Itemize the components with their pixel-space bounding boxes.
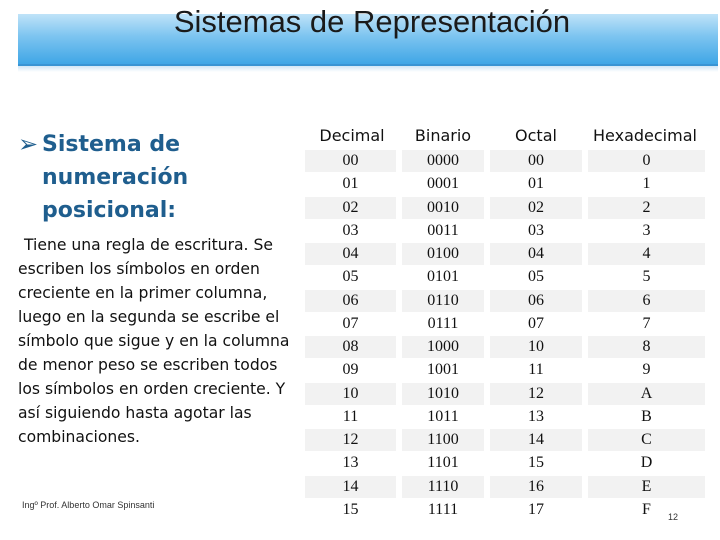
slide-title: Sistemas de Representación: [173, 4, 571, 39]
cell-hexadecimal: 9: [585, 359, 705, 382]
table-row: [305, 382, 705, 405]
footer-author: Ingº Prof. Alberto Omar Spinsanti: [22, 500, 155, 510]
table-row: [305, 475, 705, 498]
table-row: [305, 219, 705, 242]
cell-octal: 10: [487, 336, 585, 359]
cell-decimal: 04: [305, 243, 399, 266]
cell-decimal: 01: [305, 173, 399, 196]
cell-binario: 1011: [399, 405, 487, 428]
cell-decimal: 10: [305, 382, 399, 405]
table-row: [305, 196, 705, 219]
cell-octal: 11: [487, 359, 585, 382]
table-row: [305, 150, 705, 173]
cell-binario: 0101: [399, 266, 487, 289]
header-decimal: Decimal: [319, 125, 385, 145]
cell-binario: 0010: [399, 196, 487, 219]
cell-octal: 00: [487, 150, 585, 173]
cell-decimal: 09: [305, 359, 399, 382]
cell-octal: 17: [487, 498, 585, 521]
cell-octal: 01: [487, 173, 585, 196]
cell-binario: 0011: [399, 219, 487, 242]
cell-decimal: 05: [305, 266, 399, 289]
cell-binario: 0100: [399, 243, 487, 266]
cell-octal: 14: [487, 429, 585, 452]
numeral-systems-table: [305, 120, 705, 522]
table-row: [305, 266, 705, 289]
cell-binario: 1110: [399, 475, 487, 498]
cell-binario: 1010: [399, 382, 487, 405]
cell-hexadecimal: D: [585, 452, 705, 475]
cell-binario: 0111: [399, 312, 487, 335]
cell-hexadecimal: 5: [585, 266, 705, 289]
cell-binario: 1000: [399, 336, 487, 359]
page-number: 12: [668, 512, 679, 522]
cell-octal: 06: [487, 289, 585, 312]
cell-octal: 04: [487, 243, 585, 266]
cell-octal: 03: [487, 219, 585, 242]
cell-decimal: 03: [305, 219, 399, 242]
table-row: [305, 312, 705, 335]
table-body: [305, 150, 705, 522]
cell-octal: 13: [487, 405, 585, 428]
cell-decimal: 00: [305, 150, 399, 173]
cell-hexadecimal: 3: [585, 219, 705, 242]
table-row: [305, 429, 705, 452]
bullet-heading: [18, 128, 278, 227]
bullet-text: Sistema de numeración posicional:: [42, 132, 189, 223]
cell-decimal: 11: [305, 405, 399, 428]
cell-hexadecimal: 2: [585, 196, 705, 219]
cell-hexadecimal: F: [585, 498, 705, 521]
header-octal: Octal: [515, 125, 557, 145]
table-row: [305, 498, 705, 521]
cell-decimal: 08: [305, 336, 399, 359]
cell-hexadecimal: 0: [585, 150, 705, 173]
cell-decimal: 13: [305, 452, 399, 475]
cell-binario: 0110: [399, 289, 487, 312]
cell-binario: 0001: [399, 173, 487, 196]
cell-octal: 16: [487, 475, 585, 498]
cell-hexadecimal: 7: [585, 312, 705, 335]
cell-binario: 1111: [399, 498, 487, 521]
cell-decimal: 02: [305, 196, 399, 219]
cell-decimal: 15: [305, 498, 399, 521]
description-paragraph: Tiene una regla de escritura. Se escriben los símbolos en orden creciente en la primer columna, luego en la segunda se escribe el símbolo que sigue y en la columna de menor peso se escriben todos los símbolos en orden creciente. Y así siguiendo hasta agotar las combinaciones.: [18, 236, 290, 446]
cell-octal: 12: [487, 382, 585, 405]
table-header-row: [305, 120, 705, 150]
cell-binario: 1100: [399, 429, 487, 452]
cell-octal: 05: [487, 266, 585, 289]
cell-hexadecimal: 8: [585, 336, 705, 359]
cell-decimal: 12: [305, 429, 399, 452]
table-row: [305, 289, 705, 312]
table-row: [305, 173, 705, 196]
cell-binario: 1101: [399, 452, 487, 475]
cell-octal: 07: [487, 312, 585, 335]
cell-octal: 02: [487, 196, 585, 219]
cell-binario: 0000: [399, 150, 487, 173]
cell-hexadecimal: A: [585, 382, 705, 405]
cell-hexadecimal: E: [585, 475, 705, 498]
arrow-bullet-icon: ➢: [18, 130, 39, 158]
cell-decimal: 14: [305, 475, 399, 498]
cell-binario: 1001: [399, 359, 487, 382]
table-row: [305, 359, 705, 382]
cell-hexadecimal: C: [585, 429, 705, 452]
cell-hexadecimal: 1: [585, 173, 705, 196]
table-row: [305, 452, 705, 475]
header-binario: Binario: [414, 125, 472, 145]
cell-hexadecimal: B: [585, 405, 705, 428]
cell-hexadecimal: 6: [585, 289, 705, 312]
cell-hexadecimal: 4: [585, 243, 705, 266]
table-row: [305, 405, 705, 428]
cell-octal: 15: [487, 452, 585, 475]
header-hexadecimal: Hexadecimal: [593, 125, 697, 145]
table-row: [305, 243, 705, 266]
cell-decimal: 06: [305, 289, 399, 312]
cell-decimal: 07: [305, 312, 399, 335]
table-row: [305, 336, 705, 359]
